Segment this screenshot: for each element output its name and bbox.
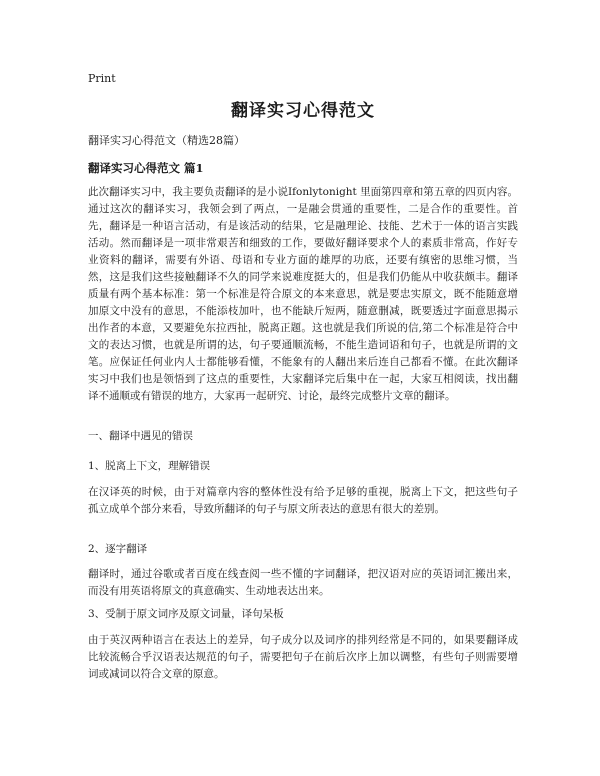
errors-heading: 一、翻译中遇见的错误	[88, 430, 193, 442]
paragraph-intro: 此次翻译实习中，我主要负责翻译的是小说Ifonlytonight 里面第四章和第五章的四页内容。通过这次的翻译实习，我领会到了两点，一是融会贯通的重要性，二是合作的重要性。首先，翻译是一种语言活动，有是该活动的结果，它是融理论、技能、艺术于一体的语言实践活动。然而翻译是一项非常艰苦和细致的工作，要做好翻译要求个人的素质非常高，作好专业资料的翻译，需要有外语、母语和专业方面的雄厚的功底，还要有缜密的思维习惯，当然，这是我们这些接触翻译不久的同学来说难度挺大的，但是我们仍能从中收获颇丰。翻译质量有两个基本标准：第一个标准是符合原文的本来意思，就是要忠实原文，既不能随意增加原文中没有的意思，不能添枝加叶，也不能缺斤短两，随意删减，既要透过字面意思揭示出作者的本意，又要避免东拉西扯，脱离正题。这也就是我们所说的信,第二个标准是符合中文的表达习惯，也就是所谓的达，句子要通顺流畅，不能生造词语和句子，也就是所谓的文笔。应保证任何业内人士都能够看懂，不能象有的人翻出来后连自己都看不懂。在此次翻译实习中我们也是领悟到了这点的重要性，大家翻译完后集中在一起，大家互相阅读，找出翻译不通顺或有错误的地方，大家再一起研究、讨论，最终完成整片文章的翻译。	[88, 186, 518, 402]
section-heading: 翻译实习心得范文 篇1	[88, 161, 204, 175]
subheading-context-error: 1、脱离上下文，理解错误	[88, 460, 211, 472]
paragraph-word-order: 由于英汉两种语言在表达上的差异，句子成分以及词序的排列经常是不同的，如果要翻译成比较流畅合乎汉语表达规范的句子，需要把句子在前后次序上加以调整，有些句子则需要增词或减词以符合文章的原意。	[88, 634, 518, 680]
document-subtitle: 翻译实习心得范文（精选28篇）	[88, 134, 245, 147]
subheading-word-by-word: 2、逐字翻译	[88, 543, 148, 555]
subheading-word-order: 3、受制于原文词序及原文词量，译句呆板	[88, 608, 284, 620]
print-label: Print	[88, 72, 116, 85]
paragraph-word-by-word: 翻译时，通过谷歌或者百度在线查阅一些不懂的字词翻译，把汉语对应的英语词汇搬出来，而没有用英语将原文的真意确实、生动地表达出来。	[88, 568, 518, 597]
document-title: 翻译实习心得范文	[231, 101, 375, 121]
paragraph-context-error: 在汉译英的时候，由于对篇章内容的整体性没有给予足够的重视，脱离上下文，把这些句子孤立成单个部分来看，导致所翻译的句子与原文所表达的意思有很大的差别。	[88, 486, 518, 515]
